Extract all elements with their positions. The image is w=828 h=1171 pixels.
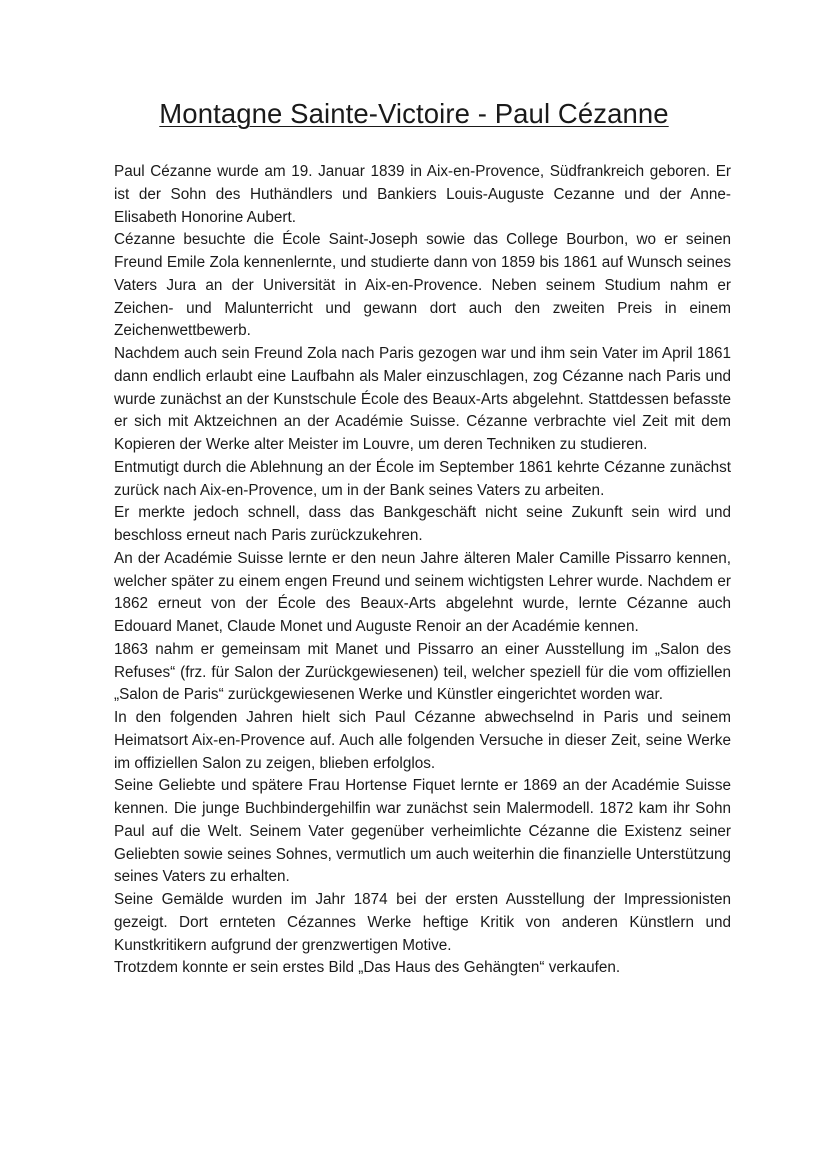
paragraph-academie-suisse: An der Académie Suisse lernte er den neun Jahre älteren Maler Camille Pissarro kennen, welcher später zu einem engen Freund und seinem wichtigsten Lehrer wurde. Nachdem er 1862 erneut von der École des Beaux-Arts abgelehnt wurde, lernte Cézanne auch Edouard Manet, Claude Monet und Auguste Renoir an der Académie kennen. [114,549,731,635]
paragraph-decision-paris: Er merkte jedoch schnell, dass das Bankgeschäft nicht seine Zukunft sein wird und beschloss erneut nach Paris zurückzukehren. [114,504,731,544]
paragraph-following-years: In den folgenden Jahren hielt sich Paul Cézanne abwechselnd in Paris und seinem Heimatsort Aix-en-Provence auf. Auch alle folgenden Versuche in dieser Zeit, seine Werke im offiziellen Salon zu zeigen, blieben erfolglos. [114,709,731,772]
paragraph-hortense-fiquet: Seine Geliebte und spätere Frau Hortense Fiquet lernte er 1869 an der Académie Suisse kennen. Die junge Buchbindergehilfin war zunächst sein Malermodell. 1872 kam ihr Sohn Paul auf die Welt. Seinem Vater gegenüber verheimlichte Cézanne die Existenz seiner Geliebten sowie seines Sohnes, vermutlich um auch weiterhin die finanzielle Unterstützung seines Vaters zu erhalten. [114,777,731,886]
paragraph-first-sale: Trotzdem konnte er sein erstes Bild „Das Haus des Gehängten“ verkaufen. [114,959,621,977]
document-body [114,161,731,980]
page-title-text: Montagne Sainte-Victoire - Paul Cézanne [159,98,669,129]
paragraph-salon-des-refuses: 1863 nahm er gemeinsam mit Manet und Pissarro an einer Ausstellung im „Salon des Refuses“ (frz. für Salon der Zurückgewiesenen) teil, welcher speziell für die vom offiziellen „Salon de Paris“ zurückgewiesenen Werke und Künstler eingerichtet worden war. [114,640,731,704]
paragraph-birth: Paul Cézanne wurde am 19. Januar 1839 in Aix-en-Provence, Südfrankreich geboren. Er ist der Sohn des Huthändlers und Bankiers Louis-Auguste Cezanne und der Anne-Elisabeth Honorine Aubert. [114,163,731,226]
paragraph-education: Cézanne besuchte die École Saint-Joseph sowie das College Bourbon, wo er seinen Freund Emile Zola kennenlernte, und studierte dann von 1859 bis 1861 auf Wunsch seines Vaters Jura an der Universität in Aix-en-Provence. Neben seinem Studium nahm er Zeichen- und Malunterricht und gewann dort auch den zweiten Preis in einem Zeichenwettbewerb. [114,231,731,340]
page-title [0,98,828,130]
paragraph-impressionist-exhibition: Seine Gemälde wurden im Jahr 1874 bei der ersten Ausstellung der Impressionisten gezeigt. Dort ernteten Cézannes Werke heftige Kritik von anderen Künstlern und Kunstkritikern aufgrund der grenzwertigen Motive. [114,891,731,954]
paragraph-move-to-paris: Nachdem auch sein Freund Zola nach Paris gezogen war und ihm sein Vater im April 1861 dann endlich erlaubt eine Laufbahn als Maler einzuschlagen, zog Cézanne nach Paris und wurde zunächst an der Kunstschule École des Beaux-Arts abgelehnt. Stattdessen befasste er sich mit Aktzeichnen an der Académie Suisse. Cézanne verbrachte viel Zeit mit dem Kopieren der Werke alter Meister im Louvre, um deren Techniken zu studieren. [114,345,731,453]
paragraph-return-aix: Entmutigt durch die Ablehnung an der École im September 1861 kehrte Cézanne zunächst zurück nach Aix-en-Provence, um in der Bank seines Vaters zu arbeiten. [114,458,731,499]
